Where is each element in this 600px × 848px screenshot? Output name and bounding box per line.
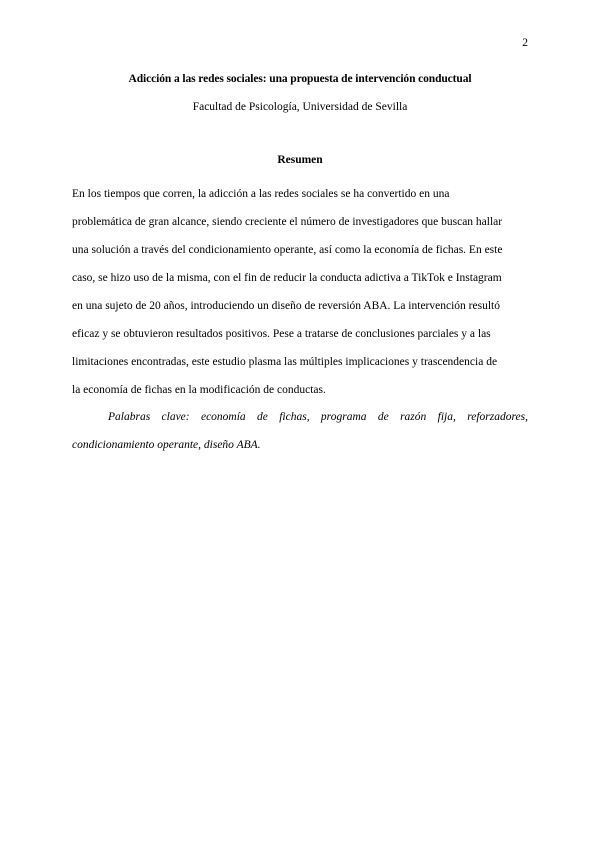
author-affiliation: Facultad de Psicología, Universidad de Sevilla <box>192 101 408 113</box>
abstract-line: En los tiempos que corren, la adicción a las redes sociales se ha convertido en una <box>72 188 450 200</box>
abstract-line: limitaciones encontradas, este estudio plasma las múltiples implicaciones y trascendencia de <box>72 356 498 368</box>
keywords-line: condicionamiento operante, diseño ABA. <box>72 439 261 451</box>
abstract-line: problemática de gran alcance, siendo creciente el número de investigadores que buscan hallar <box>72 216 503 228</box>
paper-title: Adicción a las redes sociales: una propuesta de intervención conductual <box>128 73 472 85</box>
page-number: 2 <box>522 37 528 49</box>
abstract-body <box>72 180 528 404</box>
abstract-line: en una sujeto de 20 años, introduciendo un diseño de reversión ABA. La intervención resultó <box>72 300 500 312</box>
keywords-line: Palabras clave: economía de fichas, programa de razón fija, reforzadores, <box>108 411 528 423</box>
abstract-line: eficaz y se obtuvieron resultados positivos. Pese a tratarse de conclusiones parciales y a las <box>72 328 491 340</box>
abstract-line: una solución a través del condicionamiento operante, así como la economía de fichas. En este <box>72 244 503 256</box>
keywords-paragraph <box>72 403 528 459</box>
abstract-line: caso, se hizo uso de la misma, con el fin de reducir la conducta adictiva a TikTok e Instagram <box>72 272 502 284</box>
abstract-line: la economía de fichas en la modificación de conductas. <box>72 384 326 396</box>
abstract-heading: Resumen <box>277 154 323 166</box>
